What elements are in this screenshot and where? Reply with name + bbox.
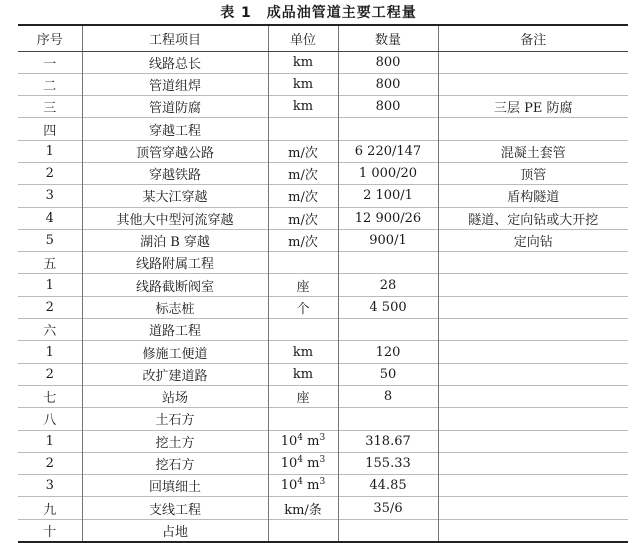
cell-item: 修施工便道 [82, 341, 268, 363]
unit-part: 3 [319, 477, 326, 488]
cell-unit: m/次 [268, 162, 338, 184]
cell-remark: 三层 PE 防腐 [438, 96, 628, 118]
cell-remark: 顶管 [438, 162, 628, 184]
cell-unit: km [268, 73, 338, 95]
table-row [18, 229, 628, 251]
cell-item: 标志桩 [82, 296, 268, 318]
cell-item: 湖泊 B 穿越 [82, 229, 268, 251]
cell-item: 线路总长 [82, 51, 268, 73]
cell-item: 某大江穿越 [82, 185, 268, 207]
cell-seq: 5 [18, 229, 82, 251]
unit-part: 4 [297, 477, 304, 488]
cell-unit [268, 475, 338, 497]
cell-seq: 六 [18, 319, 82, 341]
cell-quantity: 1 000/20 [338, 162, 438, 184]
cell-quantity [338, 252, 438, 274]
cell-item: 线路截断阀室 [82, 274, 268, 296]
cell-item: 其他大中型河流穿越 [82, 207, 268, 229]
cell-remark [438, 475, 628, 497]
cell-item: 站场 [82, 385, 268, 407]
table-row [18, 96, 628, 118]
cell-remark [438, 51, 628, 73]
table-row [18, 296, 628, 318]
cell-seq: 九 [18, 497, 82, 519]
cell-quantity [338, 408, 438, 430]
cell-unit: 座 [268, 385, 338, 407]
header-seq: 序号 [18, 25, 82, 51]
table-row [18, 341, 628, 363]
table-row [18, 51, 628, 73]
unit-part: m [303, 478, 320, 494]
engineering-quantity-table [18, 24, 628, 543]
cell-remark: 定向钻 [438, 229, 628, 251]
cell-seq: 3 [18, 475, 82, 497]
cell-unit [268, 519, 338, 541]
unit-part: 10 [280, 455, 298, 471]
cell-seq: 十 [18, 519, 82, 541]
cell-quantity [338, 319, 438, 341]
cell-seq: 2 [18, 162, 82, 184]
cell-quantity: 50 [338, 363, 438, 385]
cell-seq: 1 [18, 341, 82, 363]
cell-unit: m/次 [268, 140, 338, 162]
cell-quantity: 28 [338, 274, 438, 296]
cell-remark [438, 73, 628, 95]
table-row [18, 319, 628, 341]
table-body [18, 51, 628, 542]
unit-part: 3 [319, 432, 326, 443]
cell-unit [268, 319, 338, 341]
cell-unit: m/次 [268, 207, 338, 229]
cell-quantity: 6 220/147 [338, 140, 438, 162]
cell-seq: 四 [18, 118, 82, 140]
cell-unit [268, 118, 338, 140]
cell-remark [438, 274, 628, 296]
unit-part: 3 [319, 454, 326, 465]
cell-item: 管道防腐 [82, 96, 268, 118]
cell-unit [268, 452, 338, 474]
table-row [18, 140, 628, 162]
table-row [18, 452, 628, 474]
cell-remark [438, 341, 628, 363]
table-row [18, 519, 628, 541]
cell-seq: 七 [18, 385, 82, 407]
cell-remark: 混凝土套管 [438, 140, 628, 162]
table-row [18, 430, 628, 452]
cell-item: 穿越工程 [82, 118, 268, 140]
cell-remark: 隧道、定向钻或大开挖 [438, 207, 628, 229]
header-quantity: 数量 [338, 25, 438, 51]
cell-remark [438, 408, 628, 430]
cell-item: 改扩建道路 [82, 363, 268, 385]
cell-remark [438, 385, 628, 407]
cell-seq: 三 [18, 96, 82, 118]
cell-seq: 2 [18, 296, 82, 318]
cell-quantity: 4 500 [338, 296, 438, 318]
cell-remark: 盾构隧道 [438, 185, 628, 207]
cell-unit: km [268, 341, 338, 363]
cell-unit: km [268, 363, 338, 385]
cell-item: 土石方 [82, 408, 268, 430]
cell-unit: km/条 [268, 497, 338, 519]
cell-seq: 2 [18, 363, 82, 385]
cell-item: 挖石方 [82, 452, 268, 474]
table-row [18, 497, 628, 519]
unit-part: 4 [297, 432, 304, 443]
cell-remark [438, 319, 628, 341]
table-row [18, 274, 628, 296]
table-row [18, 207, 628, 229]
cell-seq: 1 [18, 140, 82, 162]
unit-part: 10 [280, 478, 298, 494]
cell-item: 穿越铁路 [82, 162, 268, 184]
table-row [18, 252, 628, 274]
cell-remark [438, 118, 628, 140]
cell-unit [268, 252, 338, 274]
cell-unit: km [268, 51, 338, 73]
cell-remark [438, 519, 628, 541]
cell-quantity: 2 100/1 [338, 185, 438, 207]
cell-seq: 二 [18, 73, 82, 95]
cell-item: 顶管穿越公路 [82, 140, 268, 162]
table-row [18, 162, 628, 184]
cell-quantity: 900/1 [338, 229, 438, 251]
cell-unit: km [268, 96, 338, 118]
header-remark: 备注 [438, 25, 628, 51]
cell-item: 支线工程 [82, 497, 268, 519]
cell-seq: 1 [18, 430, 82, 452]
header-unit: 单位 [268, 25, 338, 51]
cell-quantity: 800 [338, 51, 438, 73]
cell-unit: 座 [268, 274, 338, 296]
cell-remark [438, 452, 628, 474]
cell-item: 占地 [82, 519, 268, 541]
cell-quantity: 8 [338, 385, 438, 407]
header-item: 工程项目 [82, 25, 268, 51]
header-row [18, 25, 628, 51]
cell-quantity: 35/6 [338, 497, 438, 519]
cell-seq: 3 [18, 185, 82, 207]
table-caption: 表 1 成品油管道主要工程量 [220, 5, 417, 21]
cell-seq: 2 [18, 452, 82, 474]
cell-quantity: 12 900/26 [338, 207, 438, 229]
cell-item: 挖土方 [82, 430, 268, 452]
unit-part: m [303, 433, 320, 449]
cell-remark [438, 296, 628, 318]
table-row [18, 185, 628, 207]
cell-quantity: 44.85 [338, 475, 438, 497]
cell-quantity: 318.67 [338, 430, 438, 452]
unit-part: 4 [297, 454, 304, 465]
cell-seq: 4 [18, 207, 82, 229]
table-row [18, 73, 628, 95]
table-row [18, 408, 628, 430]
cell-remark [438, 252, 628, 274]
cell-item: 道路工程 [82, 319, 268, 341]
table-row [18, 475, 628, 497]
cell-quantity: 800 [338, 96, 438, 118]
cell-item: 回填细土 [82, 475, 268, 497]
cell-unit: m/次 [268, 185, 338, 207]
table-row [18, 118, 628, 140]
cell-quantity: 155.33 [338, 452, 438, 474]
table-row [18, 363, 628, 385]
cell-remark [438, 430, 628, 452]
cell-seq: 五 [18, 252, 82, 274]
cell-item: 管道组焊 [82, 73, 268, 95]
cell-quantity [338, 519, 438, 541]
cell-seq: 1 [18, 274, 82, 296]
cell-item: 线路附属工程 [82, 252, 268, 274]
cell-seq: 一 [18, 51, 82, 73]
cell-seq: 八 [18, 408, 82, 430]
cell-remark [438, 497, 628, 519]
cell-quantity [338, 118, 438, 140]
cell-quantity: 800 [338, 73, 438, 95]
cell-unit [268, 430, 338, 452]
table-row [18, 385, 628, 407]
cell-unit: m/次 [268, 229, 338, 251]
unit-part: m [303, 455, 320, 471]
cell-remark [438, 363, 628, 385]
cell-unit: 个 [268, 296, 338, 318]
unit-part: 10 [280, 433, 298, 449]
cell-quantity: 120 [338, 341, 438, 363]
cell-unit [268, 408, 338, 430]
